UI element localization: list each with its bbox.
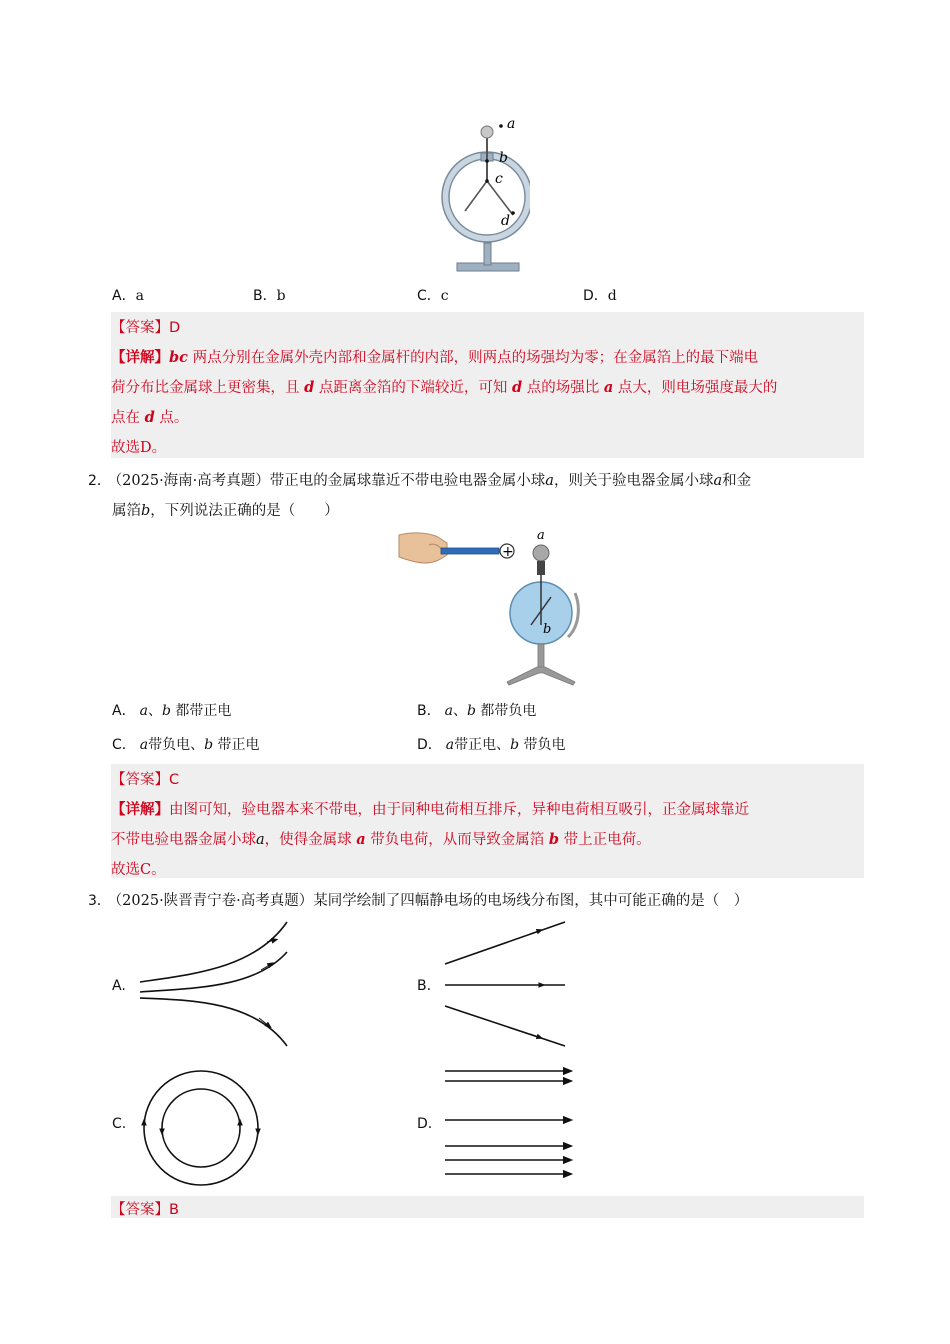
- q1-option-b[interactable]: B．b: [253, 288, 286, 304]
- q1-option-a[interactable]: A．a: [112, 288, 144, 304]
- plus-sign: +: [502, 544, 514, 560]
- field-lines-d: [440, 1064, 580, 1182]
- q2-answer: 【答案】C: [111, 772, 180, 788]
- label-d: d: [501, 213, 510, 229]
- q2-conclusion: 故选C。: [111, 862, 166, 878]
- q3-answer: 【答案】B: [111, 1202, 179, 1218]
- q3-option-b[interactable]: B.: [417, 978, 432, 994]
- field-lines-c: [138, 1066, 264, 1192]
- q1-conclusion: 故选D。: [111, 440, 167, 456]
- q1-answer: 【答案】D: [111, 320, 181, 336]
- q1-option-d[interactable]: D．d: [583, 288, 617, 304]
- electroscope-figure-q1: [435, 115, 530, 275]
- q1-answer-box: [111, 312, 864, 458]
- q1-detail-line-3: 点在 d 点。: [111, 409, 189, 426]
- q3-option-d[interactable]: D.: [417, 1116, 433, 1132]
- q1-detail-line-2: 荷分布比金属球上更密集，且 d 点距离金箔的下端较近，可知 d 点的场强比 a 点大，则电场强度最大的: [111, 379, 778, 396]
- label-c: c: [495, 171, 503, 187]
- q1-detail-line-1: 【详解】bc 两点分别在金属外壳内部和金属杆的内部，则两点的场强均为零；在金属箔上的最下端电: [111, 349, 759, 366]
- q2-option-a[interactable]: A． a、b 都带正电: [112, 703, 232, 719]
- label-b: b: [543, 622, 552, 637]
- q3-option-c[interactable]: C.: [112, 1116, 127, 1132]
- label-a: a: [507, 116, 516, 132]
- field-lines-a: [135, 918, 295, 1050]
- field-lines-b: [440, 918, 570, 1050]
- q2-stem-line-2: 属箔b，下列说法正确的是（ ）: [112, 503, 339, 519]
- q2-answer-box: [111, 764, 864, 878]
- q1-option-c[interactable]: C．c: [417, 288, 449, 304]
- q2-detail-line-1: 【详解】由图可知，验电器本来不带电，由于同种电荷相互排斥，异种电荷相互吸引，正金属球靠近: [111, 801, 749, 818]
- q2-option-c[interactable]: C． a带负电、b 带正电: [112, 737, 260, 753]
- q2-option-b[interactable]: B． a、b 都带负电: [417, 703, 537, 719]
- q2-stem-line-1: 2． （2025·海南·高考真题）带正电的金属球靠近不带电验电器金属小球a，则关于验电器金属小球a和金: [88, 473, 752, 489]
- q3-answer-box: [111, 1196, 864, 1218]
- q2-option-d[interactable]: D． a带正电、b 带负电: [417, 737, 566, 753]
- q3-option-a[interactable]: A.: [112, 978, 126, 994]
- label-b: b: [499, 150, 508, 166]
- q2-detail-line-2: 不带电验电器金属小球a，使得金属球 a 带负电荷，从而导致金属箔 b 带上正电荷。: [111, 831, 651, 848]
- label-a: a: [537, 528, 545, 543]
- q3-stem: 3． （2025·陕晋青宁卷·高考真题）某同学绘制了四幅静电场的电场线分布图，其中可能正确的是（ ）: [88, 893, 749, 909]
- electroscope-figure-q2: [397, 527, 582, 689]
